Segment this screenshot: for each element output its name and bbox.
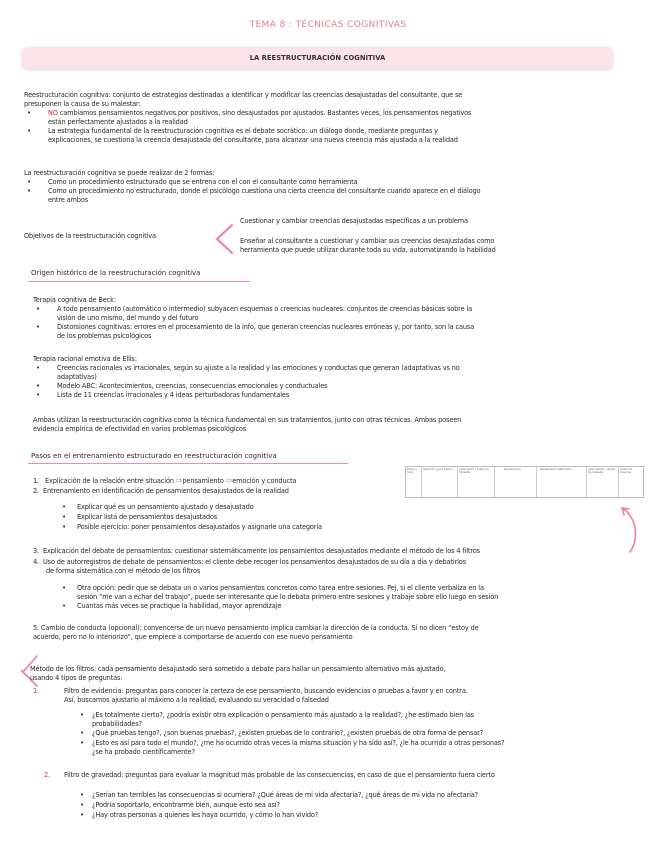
bullet-dot: • [80, 801, 85, 809]
definition-line-1: Reestructuración cognitiva: conjunto de estrategias destinadas a identificar y modificar las creencias desajustadas del consultante, que se [24, 91, 463, 99]
ellis-bullet-2: Modelo ABC: Acontecimientos, creencias, consecuencias emocionales y conductuales [57, 382, 328, 390]
beck-bullet-1-line-2: visión de uno mismo, del mundo y del futuro [57, 313, 199, 322]
bullet-dot: • [80, 729, 85, 737]
beck-bullet-1-line-1: A todo pensamiento (automático o intermedio) subyacen esquemas o creencias nucleares: conjuntos de creencias básicas sobre la [57, 305, 473, 313]
ellis-title: Terapia racional emotiva de Ellis: [33, 355, 137, 363]
objective-1: Cuestionar y cambiar creencias desajustadas específicas a un problema [240, 217, 468, 225]
filter-1-question-3-line-2: ¿se ha probado científicamente? [92, 747, 195, 756]
no-marker: NO [48, 109, 58, 117]
filter-1-line-2: Así, buscamos ajustarlo al máximo a la realidad, evaluando su veracidad o falsedad [64, 695, 329, 704]
origin-closing-line-2: evidencia empírica de efectividad en varios problemas psicológicos [33, 424, 247, 433]
curved-arrow-icon [600, 498, 640, 558]
bullet-dot: • [80, 791, 85, 799]
intro-bullet-2-line-2: explicaciones, se cuestiona la creencia desajustada del consultante, para alcanzar una nueva creencia más ajustada a la realidad [48, 135, 458, 144]
bullet-dot: • [27, 187, 32, 195]
step-2-bullet-1: Explicar qué es un pensamiento ajustado y desajustado [77, 503, 254, 511]
step-4-bullet-1-line-1: Otra opción: pedir que se debata un o varios pensamientos concretos como tarea entre sesiones. Pej, si el cliente verbaliza en la [77, 584, 484, 592]
step-5-line-2: acuerdo, pero no lo interiorizo”, que empiece a comportarse de acuerdo con ese nuevo pensamiento [33, 632, 353, 641]
bullet-dot: • [62, 584, 67, 592]
filters-intro-line-2: usando 4 tipos de preguntas: [30, 673, 123, 682]
forms-bullet-2-line-1: Como un procedimiento no estructurado, donde el psicólogo cuestiona una cierta creencia del consultante cuando aparece en el diálogo [48, 187, 481, 195]
bullet-dot: • [36, 323, 41, 331]
forms-bullet-1: Como un procedimiento estructurado que se entrena con el con el consultante como herramienta [48, 178, 358, 186]
step-2-bullet-2: Explicar lista de pensamientos desajustados [77, 513, 218, 521]
beck-title: Terapia cognitiva de Beck: [33, 296, 116, 304]
step-5-line-1: 5. Cambio de conducta (opcional): convencerse de un nuevo pensamiento implica cambiar la dirección de la conducta. Si no dicen “estoy de [33, 624, 479, 632]
arrow-right-icon: ⇨ [225, 476, 233, 485]
step-3: 3. Explicación del debate de pensamientos: cuestionar sistemáticamente los pensamientos desajustados mediante el método de los 4 filtros [33, 547, 480, 555]
ellis-bullet-1-line-2: adaptativas) [57, 372, 97, 381]
step-4-line-2: de forma sistemática con el método de los filtros [46, 566, 201, 575]
heading-underline [28, 281, 250, 282]
step-4-bullet-2: Cuantas más veces se practique la habilidad, mayor aprendizaje [77, 602, 282, 610]
step-2-bullet-3: Posible ejercicio: poner pensamientos desajustados y asignarle una categoría [77, 523, 322, 531]
autoregistro-table: Fecha y hora Situación (¿qué pasó?) ¿Qué sentí? / Grado de malestar Pensamiento Pensamiento alternativo ¿Qué siento? / Grado de malestar Grado de creencia [405, 466, 644, 498]
filter-1-question-3-line-1: ¿Esto es así para todo el mundo?, ¿me ha ocurrido otras veces la misma situación y ha sido así?, ¿le ha ocurrido a otras personas? [92, 739, 505, 747]
bullet-dot: • [36, 382, 41, 390]
training-heading: Pasos en el entrenamiento estructurado en reestructuración cognitiva [31, 452, 277, 460]
objectives-bracket-icon [212, 222, 236, 256]
objective-2-line-2: herramienta que puede utilizar durante toda su vida, automatizando la habilidad [240, 245, 496, 254]
filter-2-number: 2. [44, 771, 50, 779]
bullet-dot: • [80, 739, 85, 747]
step-2: 2. Entrenamiento en identificación de pensamientos desajustados de la realidad [33, 487, 289, 495]
arrow-right-icon: ⇨ [175, 476, 183, 485]
bullet-dot: • [36, 391, 41, 399]
filter-2-question-2: ¿Podría soportarlo, encontrarme bien, aunque esto sea así? [92, 801, 280, 809]
heading-underline [28, 463, 348, 464]
bullet-dot: • [62, 602, 67, 610]
intro-bullet-2-line-1: La estrategia fundamental de la reestructuración cognitiva es el debate socrático: un diálogo donde, mediante preguntas y [48, 127, 438, 135]
page-title: TEMA 8 : TÉCNICAS COGNITIVAS [249, 20, 407, 30]
origin-heading: Origen histórico de la reestructuración cognitiva [31, 269, 201, 277]
bullet-dot: • [62, 503, 67, 511]
origin-closing-line-1: Ambas utilizan la reestructuración cognitiva como la técnica fundamental en sus tratamientos, junto con otras técnicas. Ambas poseen [33, 416, 462, 424]
objectives-label: Objetivos de la reestructuración cognitiva [24, 232, 156, 240]
beck-bullet-2-line-2: de los problemas psicológicos [57, 331, 152, 340]
ellis-bullet-3: Lista de 11 creencias irracionales y 4 ideas perturbadoras fundamentales [57, 391, 290, 399]
ellis-bullet-1-line-1: Creencias racionales vs irracionales, según su ajuste a la realidad y las emociones y conductas que generan (adaptativas vs no [57, 364, 460, 372]
bullet-dot: • [27, 178, 32, 186]
objective-2-line-1: Enseñar al consultante a cuestionar y cambiar sus creencias desajustadas como [240, 237, 495, 245]
step-4-line-1: 4. Uso de autorregistros de debate de pensamientos: el cliente debe recoger los pensamientos desajustados de su día a día y debatirlos [33, 558, 466, 566]
beck-bullet-2-line-1: Distorsiones cognitivas: errores en el procesamiento de la info, que generan creencias nucleares erróneas y, por tanto, son la causa [57, 323, 475, 331]
intro-bullet-1-line-2: están perfectamente ajustados a la realidad [48, 117, 188, 126]
bullet-dot: • [80, 811, 85, 819]
bullet-dot: • [62, 513, 67, 521]
filter-1-number: 1. [33, 687, 39, 695]
filter-1-question-1-line-1: ¿Es totalmente cierto?, ¿podría existir otra explicación o pensamiento más ajustado a la realidad?, ¿he estimado bien las [92, 711, 474, 719]
filter-2-question-3: ¿Hay otras personas a quienes les haya ocurrido, y cómo lo han vivido? [92, 811, 319, 819]
step-1: 1. Explicación de la relación entre situación ⇨pensamiento ⇨emoción y conducta [33, 476, 297, 485]
filters-intro-line-1: Método de los filtros: cada pensamiento desajustado será sometido a debate para hallar un pensamiento alternativo más ajustado, [30, 665, 446, 673]
filter-1-line-1: Filtro de evidencia: preguntas para conocer la certeza de ese pensamiento, buscando evidencias o pruebas a favor y en contra. [64, 687, 468, 695]
filter-1-question-2: ¿Qué pruebas tengo?, ¿son buenas pruebas?, ¿existen pruebas de lo contrario?, ¿existen pruebas de otra forma de pensar? [92, 729, 484, 737]
bullet-dot: • [62, 523, 67, 531]
bullet-dot: • [36, 305, 41, 313]
bullet-dot: • [80, 711, 85, 719]
filter-2-text: Filtro de gravedad: preguntas para evaluar la magnitud más probable de las consecuencias, en caso de que el pensamiento fuera cierto [64, 771, 495, 779]
step-4-bullet-1-line-2: sesión “me van a echar del trabajo”, puede ser interesante que lo debata primero entre sesiones y trabaje sobre ello luego en sesión [77, 592, 499, 601]
filter-1-question-1-line-2: probabilidades? [92, 719, 142, 728]
bullet-dot: • [27, 127, 32, 135]
intro-bullet-1-line-1: NO cambiamos pensamientos negativos por positivos, sino desajustados por ajustados. Bastantes veces, los pensamientos negativos [48, 109, 472, 117]
bullet-dot: • [27, 109, 32, 117]
section-banner [22, 47, 613, 69]
section-title: LA REESTRUCTURACIÓN COGNITIVA [249, 54, 386, 62]
bullet-dot: • [36, 364, 41, 372]
filter-2-question-1: ¿Serían tan terribles las consecuencias si ocurriera? ¿Qué áreas de mi vida afectaría?, ¿qué áreas de mi vida no afectaría? [92, 791, 478, 799]
forms-lead: La reestructuración cognitiva se puede realizar de 2 formas: [24, 169, 215, 177]
definition-line-2: presuponen la causa de su malestar: [24, 99, 141, 108]
forms-bullet-2-line-2: entre ambos [48, 195, 89, 204]
